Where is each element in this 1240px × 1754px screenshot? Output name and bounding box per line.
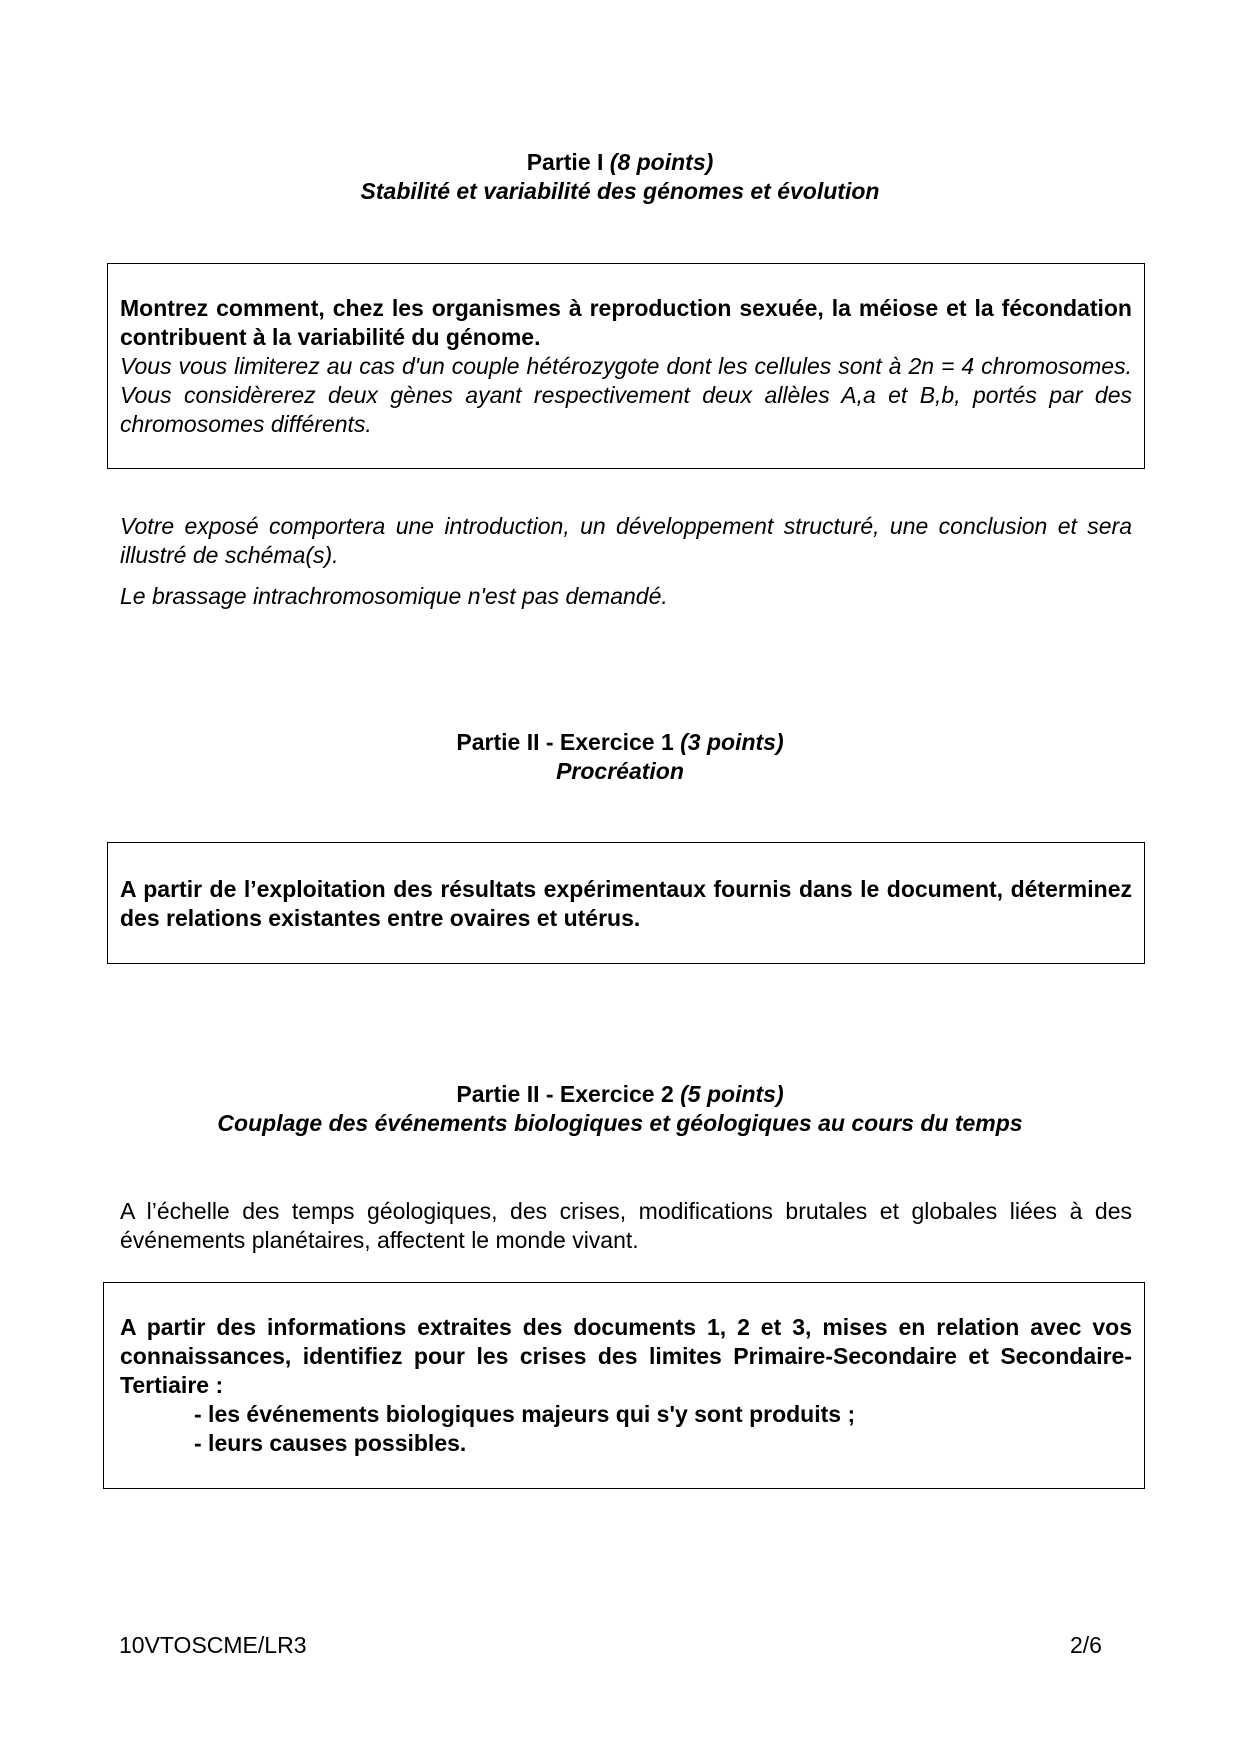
part2-ex2-bullets <box>120 1400 1132 1458</box>
part2-ex2-intro: A l’échelle des temps géologiques, des crises, modifications brutales et globales liées à des événements planétaires, affectent le monde vivant. <box>120 1198 1132 1253</box>
part2-ex2-question-box <box>103 1282 1145 1489</box>
part1-question: Montrez comment, chez les organismes à reproduction sexuée, la méiose et la fécondation contribuent à la variabilité du génome. <box>120 295 1132 350</box>
part1-points: (8 points) <box>609 149 714 175</box>
part1-heading <box>0 148 1240 206</box>
part2-ex1-question-box <box>107 842 1145 964</box>
part1-instructions: Vous vous limiterez au cas d'un couple hétérozygote dont les cellules sont à 2n = 4 chromosomes. Vous considèrerez deux gènes ayant respectivement deux allèles A,a et B,b, portés par des chromosomes différents. <box>120 353 1132 437</box>
footer-code: 10VTOSCME/LR3 <box>119 1632 307 1658</box>
part2-ex1-question: A partir de l’exploitation des résultats expérimentaux fournis dans le document, déterminez des relations existantes entre ovaires et utérus. <box>120 876 1132 931</box>
bullet-possible-causes: - leurs causes possibles. <box>194 1430 467 1456</box>
part1-title: Partie I <box>526 149 604 175</box>
part2-ex2-question: A partir des informations extraites des documents 1, 2 et 3, mises en relation avec vos connaissances, identifiez pour les crises des limites Primaire-Secondaire et Secondaire-Tertiaire : <box>120 1314 1132 1398</box>
part2-ex1-subtitle: Procréation <box>556 758 684 784</box>
footer-page-number: 2/6 <box>1070 1632 1102 1658</box>
part2-ex2-intro-block <box>120 1197 1132 1255</box>
part2-ex2-subtitle: Couplage des événements biologiques et géologiques au cours du temps <box>217 1110 1023 1136</box>
part2-ex2-points: (5 points) <box>680 1081 784 1107</box>
part2-ex1-title: Partie II - Exercice 1 <box>456 729 674 755</box>
part1-notes <box>120 512 1132 611</box>
part2-ex1-points: (3 points) <box>680 729 784 755</box>
part2-ex2-heading <box>0 1080 1240 1138</box>
part1-question-box <box>107 263 1145 469</box>
part1-subtitle: Stabilité et variabilité des génomes et évolution <box>360 178 880 204</box>
part1-note-brassage: Le brassage intrachromosomique n'est pas demandé. <box>120 583 668 609</box>
part1-note-expose: Votre exposé comportera une introduction, un développement structuré, une conclusion et sera illustré de schéma(s). <box>120 513 1132 568</box>
bullet-biological-events: - les événements biologiques majeurs qui s'y sont produits ; <box>194 1401 856 1427</box>
part2-ex1-heading <box>0 728 1240 786</box>
part2-ex2-title: Partie II - Exercice 2 <box>456 1081 674 1107</box>
